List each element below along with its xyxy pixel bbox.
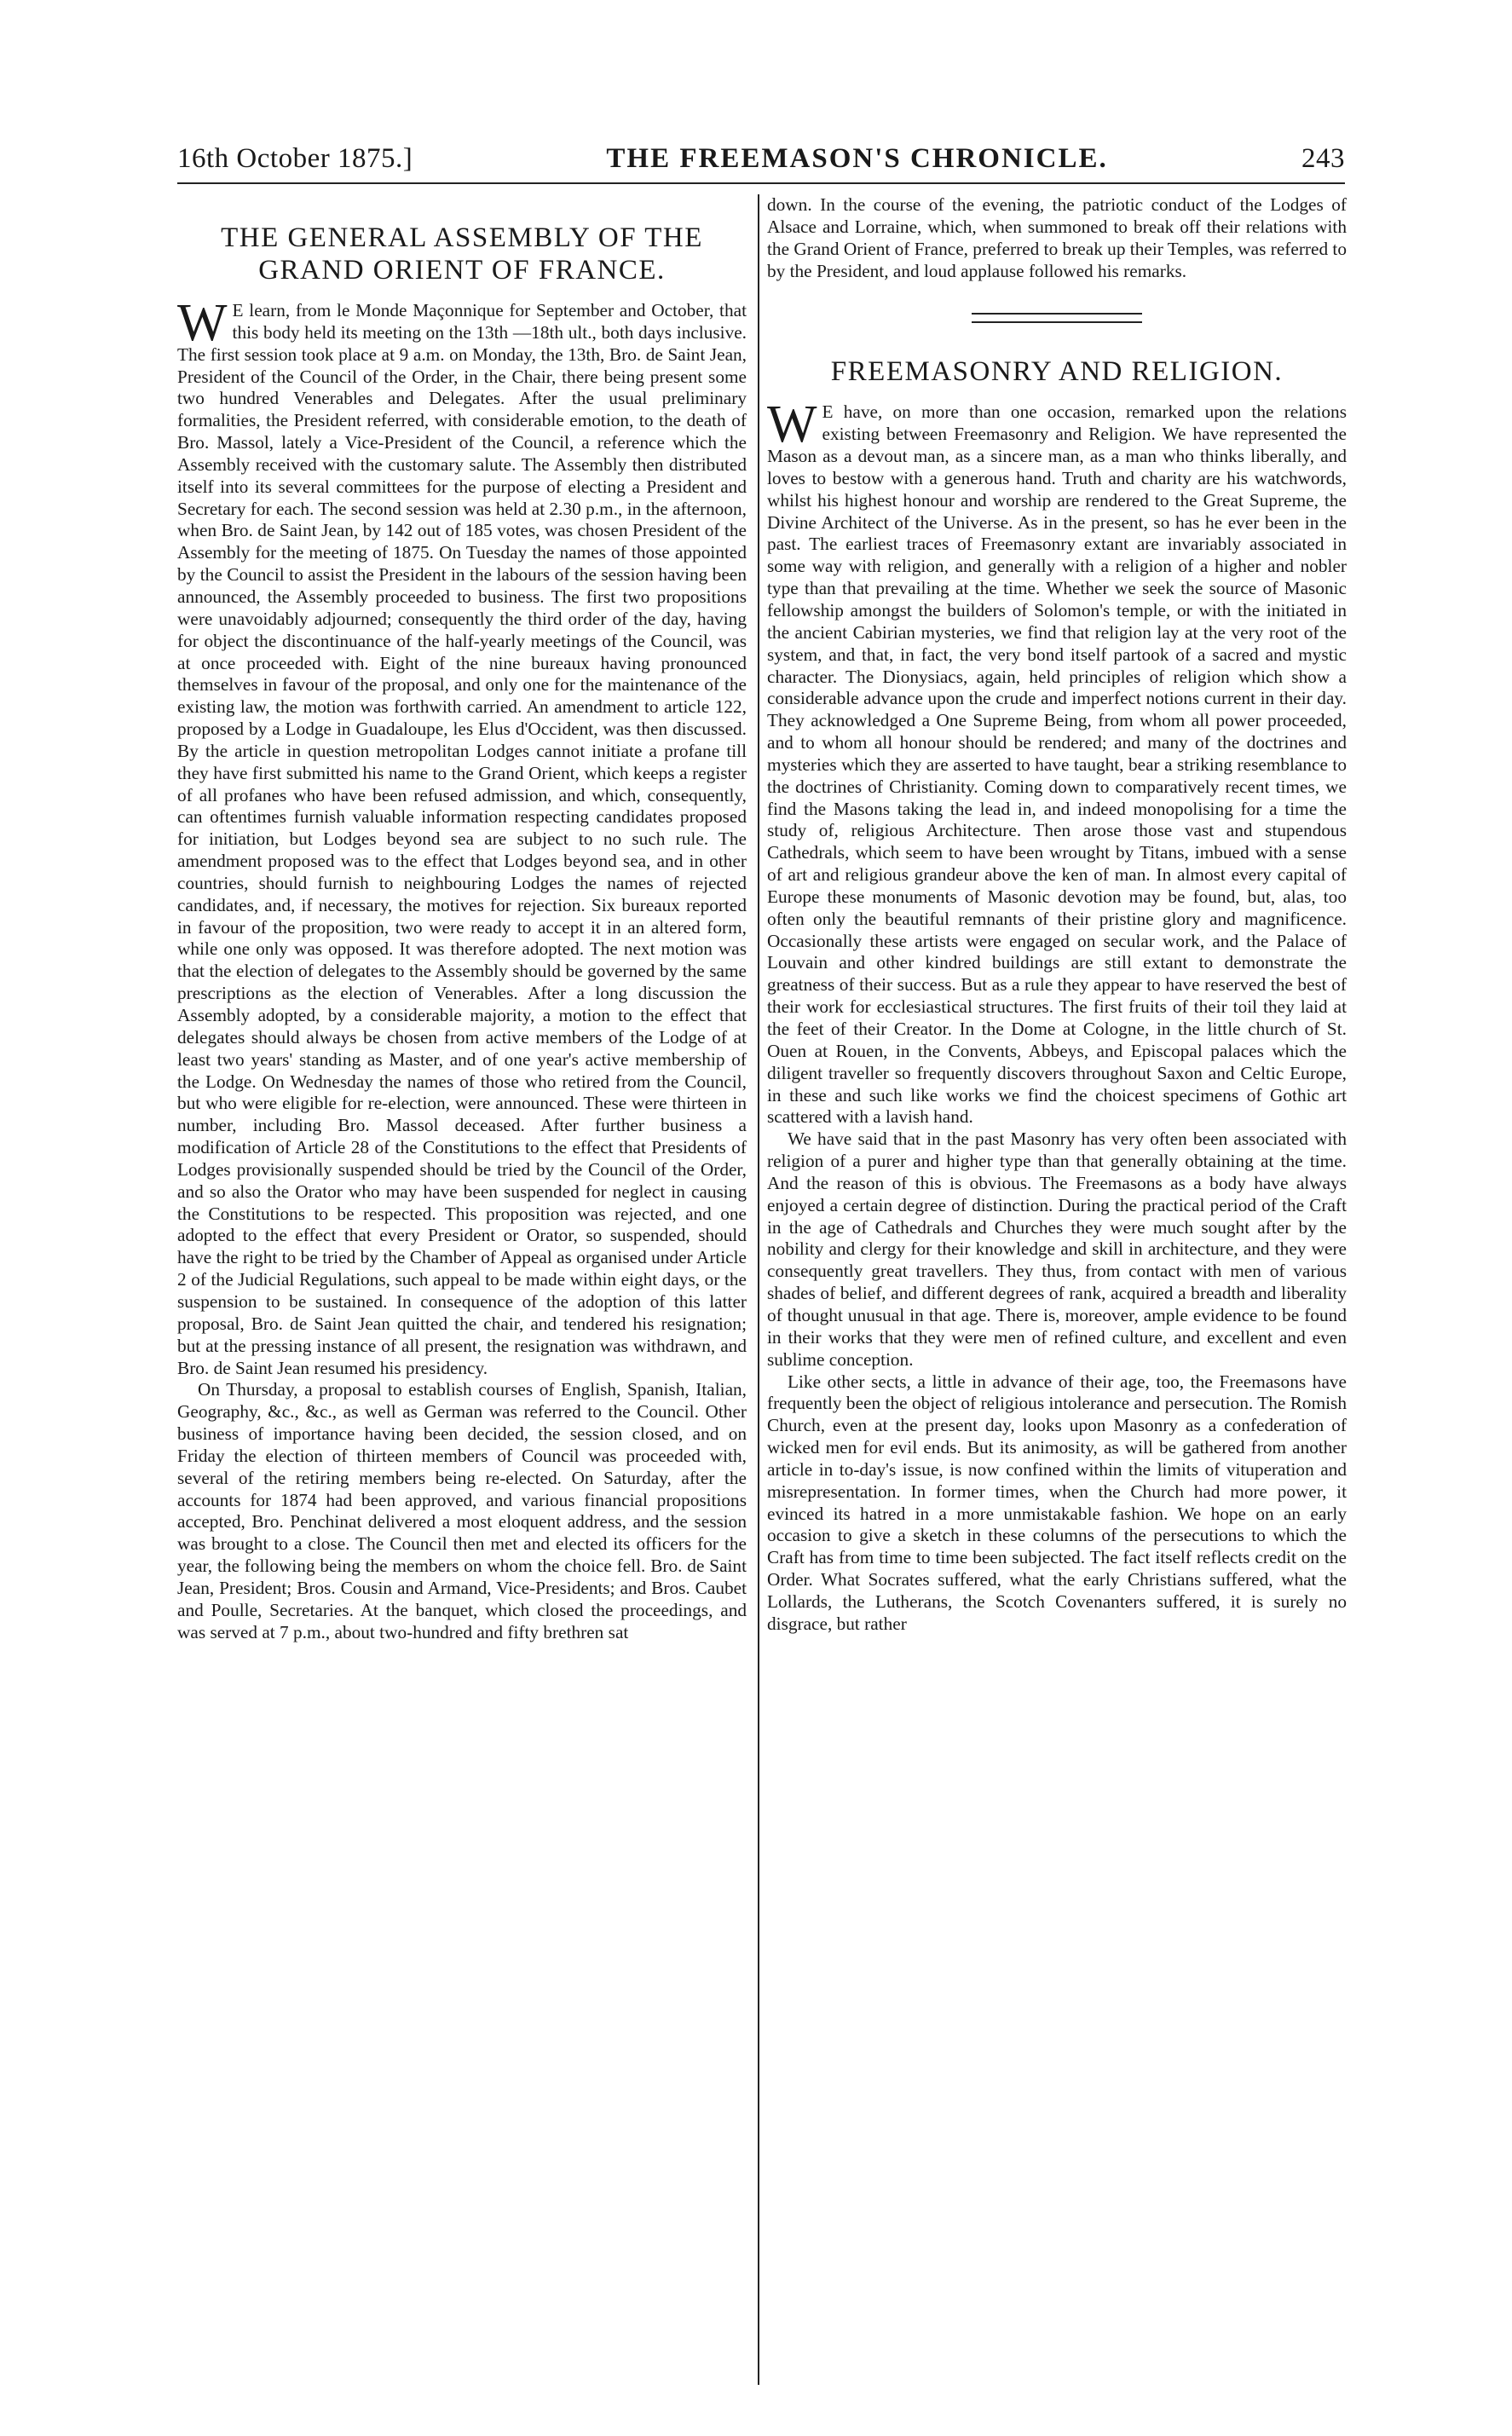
paragraph: We have said that in the past Masonry has very often been associated with religion of a purer and higher type than that generally obtaining at the time. And the reason of this is obvious. The Freemasons as a body have always enjoyed a certain degree of distinction. During the practical period of the Craft in the age of Cathedrals and Churches they were much sought after by the nobility and clergy for their knowledge and skill in architecture, and they were consequently great travellers. They thus, from contact with men of various shades of belief, and different degrees of rank, acquired a breadth and liberality of thought unusual in that age. There is, moreover, ample evidence to be found in their works that they were men of refined culture, and excellent and even sublime conception. xyxy=(767,1129,1347,1370)
paragraph-text: E learn, from le Monde Maçonnique for September and October, that this body held its meeting on the 13th —18th ult., both days inclusive. The first session took place at 9 a.m. on Monday, the 13th, Bro. de Saint Jean, President of the Council of the Order, in the Chair, there being present some two hundred Venerables and Delegates. After the usual preliminary formalities, the President referred, with considerable emotion, to the death of Bro. Massol, lately a Vice-President of the Council, a reference which the Assembly received with the customary salute. The Assembly then distributed itself into its several committees for the purpose of electing a President and Secretary for each. The second session was held at 2.30 p.m., in the afternoon, when Bro. de Saint Jean, by 142 out of 185 votes, was chosen President of the Assembly for the meeting of 1875. On Tuesday the names of those appointed by the Council to assist the President in the labours of the session having been announced, the Assembly proceeded to business. The first two propositions were unavoidably adjourned; consequently the third order of the day, having for object the discontinuance of the half-yearly meetings of the Council, was at once proceeded with. Eight of the nine bureaux having pronounced themselves in favour of the proposal, and only one for the maintenance of the existing law, the motion was forthwith carried. An amendment to article 122, proposed by a Lodge in Guadaloupe, les Elus d'Occident, was then discussed. By the article in question metropolitan Lodges cannot initiate a profane till they have first submitted his name to the Grand Orient, which keeps a register of all profanes who have been refused admission, and which, consequently, can oftentimes furnish valuable information respecting candidates proposed for initiation, but Lodges beyond sea are subject to no such rule. The amendment proposed was to the effect that Lodges beyond sea, and in other countries, should furnish to neighbouring Lodges the names of rejected candidates, and, if necessary, the motives for rejection. Six bureaux reported in favour of the proposition, two were ready to accept it in an altered form, while one only was opposed. It was therefore adopted. The next motion was that the election of delegates to the Assembly should be governed by the same prescriptions as the election of Venerables. After a long discussion the Assembly adopted, by a considerable majority, a motion to the effect that delegates should always be chosen from active members of the Lodge of at least two years' standing as Master, and of one year's active membership of the Lodge. On Wednesday the names of those who retired from the Council, but who were eligible for re-election, were announced. These were thirteen in number, including Bro. Massol deceased. After further business a modification of Article 28 of the Constitutions to the effect that Presidents of Lodges provisionally suspended should be tried by the Council of the Order, and so also the Orator who may have been suspended for neglect in causing the Constitutions to be respected. This proposition was rejected, and one adopted to the effect that every President or Orator, so suspended, should have the right to be tried by the Chamber of Appeal as organised under Article 2 of the Judicial Regulations, such appeal to be made within eight days, or the suspension to be sustained. In consequence of the adoption of this latter proposal, Bro. de Saint Jean quitted the chair, and tendered his resignation; but at the pressing instance of all present, the resignation was withdrawn, and Bro. de Saint Jean resumed his presidency. xyxy=(177,300,747,1378)
left-column xyxy=(177,194,747,1643)
paragraph: Like other sects, a little in advance of their age, too, the Freemasons have frequently been the object of religious intolerance and persecution. The Romish Church, even at the present day, looks upon Masonry as a confederation of wicked men for evil ends. But its animosity, as will be gathered from another article in to-day's issue, is now confined within the limits of vituperation and misrepresentation. In former times, when the Church had more power, it evinced its hatred in a more unmistakable fashion. We hope on an early occasion to give a sketch in these columns of the persecutions to which the Craft has from time to time been subjected. The fact itself reflects credit on the Order. What Socrates suffered, what the early Christians suffered, what the Lollards, the Lutherans, the Scotch Covenanters suffered, it is surely no disgrace, but rather xyxy=(767,1371,1347,1634)
paragraph xyxy=(767,395,1347,1129)
paragraph xyxy=(177,294,747,1379)
article-body-freemasonry-religion xyxy=(767,395,1347,1635)
drop-cap: W xyxy=(767,395,817,454)
paragraph: On Thursday, a proposal to establish courses of English, Spanish, Italian, Geography, &c., &c., as well as German was referred to the Council. Other business of importance having been decided, the session closed, and on Friday the election of thirteen members of Council was proceeded with, several of the retiring members being re-elected. On Saturday, after the accounts for 1874 had been approved, and various financial propositions accepted, Bro. Penchinat delivered a most eloquent address, and the session was brought to a close. The Council then met and elected its officers for the year, the following being the members on whom the choice fell. Bro. de Saint Jean, President; Bros. Cousin and Armand, Vice-Presidents; and Bros. Caubet and Poulle, Secretaries. At the banquet, which closed the proceedings, and was served at 7 p.m., about two-hundred and fifty brethren sat xyxy=(177,1379,747,1642)
header-rule xyxy=(177,182,1345,184)
right-column xyxy=(767,194,1347,1636)
article-separator xyxy=(972,313,1142,323)
title-line-2: GRAND ORIENT OF FRANCE. xyxy=(258,255,666,286)
paragraph-text: E have, on more than one occasion, remarked upon the relations existing between Freemasonry and Religion. We have represented the Mason as a devout man, as a sincere man, as a man who thinks liberally, and loves to bestow with a generous hand. Truth and charity are his watchwords, whilst his highest honour and worship are rendered to the Great Supreme, the Divine Architect of the Universe. As in the present, so has he ever been in the past. The earliest traces of Freemasonry extant are invariably associated in some way with religion, and generally with a religion of a higher and nobler type than that prevailing at the time. Whether we seek the source of Masonic fellowship amongst the builders of Solomon's temple, or with the initiated in the ancient Cabirian mysteries, we find that religion lay at the very root of the system, and that, in fact, the very bond itself partook of a sacred and mystic character. The Dionysiacs, again, held principles of religion which show a considerable advance upon the crude and imperfect notions current in their day. They acknowledged a One Supreme Being, from whom all power proceeded, and to whom all honour should be rendered; and many of the doctrines and mysteries which they are asserted to have taught, bear a striking resemblance to the doctrines of Christianity. Coming down to comparatively recent times, we find the Masons taking the lead in, and indeed monopolising for a time the study of, religious Architecture. Then arose those vast and stupendous Cathedrals, which seem to have been wrought by Titans, imbued with a sense of art and religious grandeur above the ken of man. In almost every capital of Europe these monuments of Masonic devotion may be found, but, alas, too often only the beautiful remnants of their pristine glory and magnificence. Occasionally these artists were engaged on secular work, and the Palace of Louvain and other kindred buildings are still extant to demonstrate the greatness of their success. But as a rule they appear to have reserved the best of their work for ecclesiastical structures. The first fruits of their toil they laid at the feet of their Creator. In the Dome at Cologne, in the little church of St. Ouen at Rouen, in the Convents, Abbeys, and Episcopal palaces which the diligent traveller so frequently discovers throughout Saxon and Celtic Europe, in these and such like works we find the choicest specimens of Gothic art scattered with a lavish hand. xyxy=(767,401,1347,1128)
article-title-freemasonry-religion: FREEMASONRY AND RELIGION. xyxy=(830,356,1284,388)
issue-date: 16th October 1875.] xyxy=(177,143,413,174)
page-number: 243 xyxy=(1301,143,1345,174)
publication-title: THE FREEMASON'S CHRONICLE. xyxy=(606,143,1108,174)
article-continuation xyxy=(767,194,1347,282)
drop-cap: W xyxy=(177,294,228,352)
article-title-grand-orient xyxy=(177,222,747,286)
title-line-1: THE GENERAL ASSEMBLY OF THE xyxy=(221,222,703,253)
running-head xyxy=(177,143,1345,181)
article-body-grand-orient xyxy=(177,294,747,1643)
continuation-paragraph: down. In the course of the evening, the patriotic conduct of the Lodges of Alsace and Lorraine, which, when summoned to break off their relations with the Grand Orient of France, preferred to break up their Temples, was referred to by the President, and loud applause followed his remarks. xyxy=(767,194,1347,281)
column-divider xyxy=(758,194,759,2385)
